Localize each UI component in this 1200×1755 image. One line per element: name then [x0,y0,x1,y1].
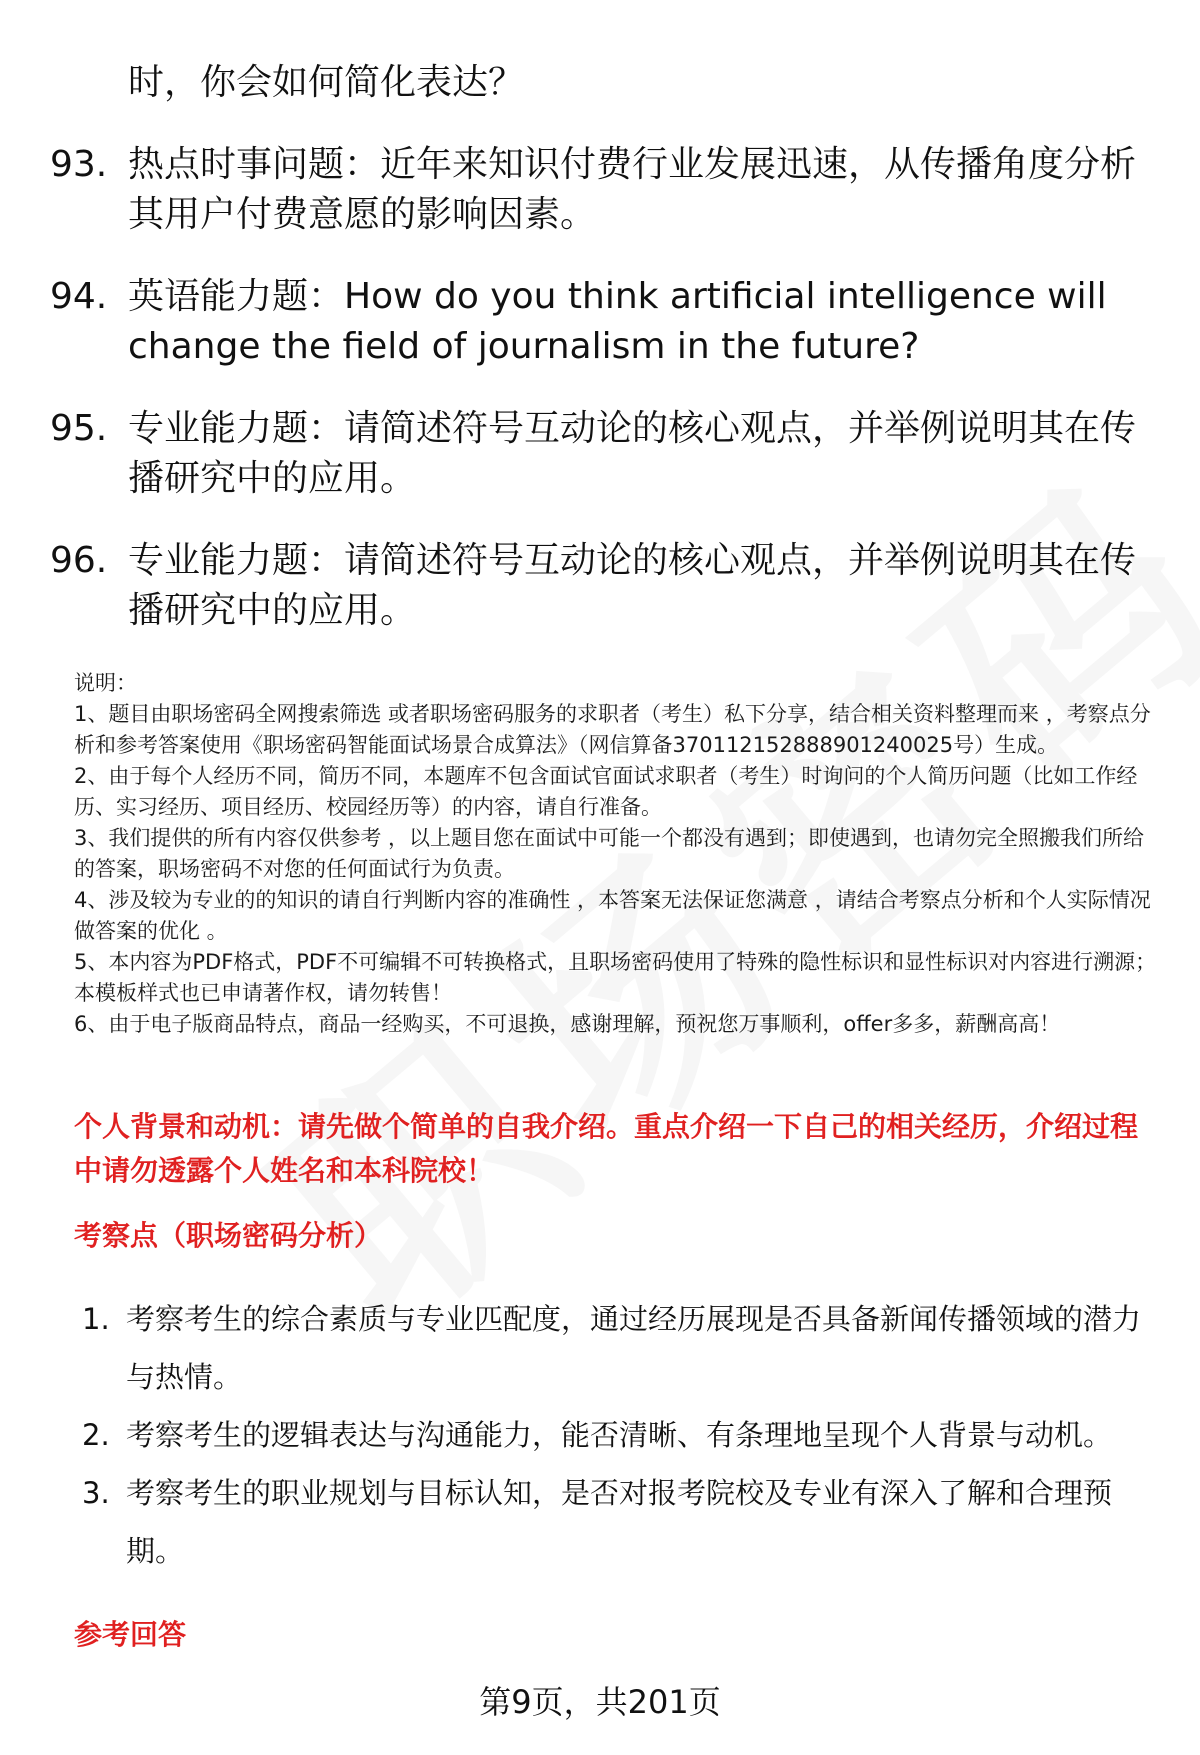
point-text: 考察考生的综合素质与专业匹配度，通过经历展现是否具备新闻传播领域的潜力与热情。 [126,1302,1142,1394]
analysis-subheading: 考察点（职场密码分析） [74,1219,383,1252]
note-item: 6、由于电子版商品特点，商品一经购买，不可退换，感谢理解，预祝您万事顺利，offer多多，薪酬高高！ [74,1012,1061,1036]
note-item: 5、本内容为PDF格式，PDF不可编辑不可转换格式，且职场密码使用了特殊的隐性标识和显性标识对内容进行溯源；本模板样式也已申请著作权，请勿转售！ [74,950,1157,1005]
analysis-point [82,1464,1152,1580]
question-number: 93. [50,144,108,185]
question-number: 94. [50,276,108,317]
question-text: 热点时事问题：近年来知识付费行业发展迅速，从传播角度分析其用户付费意愿的影响因素。 [128,144,1137,235]
point-number: 2. [82,1418,110,1452]
notes-block [74,668,1159,1040]
point-number: 3. [82,1476,110,1510]
note-item: 2、由于每个人经历不同，简历不同，本题库不包含面试官面试求职者（考生）时询问的个人简历问题（比如工作经历、实习经历、项目经历、校园经历等）的内容，请自行准备。 [74,764,1138,819]
page-number-footer: 第9页，共201页 [479,1683,721,1721]
analysis-point [82,1290,1152,1406]
question-number: 95. [50,408,108,449]
question-item [50,536,1150,636]
note-item: 1、题目由职场密码全网搜索筛选 或者职场密码服务的求职者（考生）私下分享，结合相关资料整理而来 ，考察点分析和参考答案使用《职场密码智能面试场景合成算法》（网信算备370112152888901240025号）生成。 [74,702,1151,757]
point-number: 1. [82,1302,110,1336]
question-text: 英语能力题：How do you think artificial intelligence will change the field of journalism in the future? [128,276,1107,367]
answer-heading: 参考回答 [74,1618,187,1651]
question-list [50,140,1150,668]
question-item [50,272,1150,372]
question-item [50,140,1150,240]
question-text: 专业能力题：请简述符号互动论的核心观点，并举例说明其在传播研究中的应用。 [128,408,1137,499]
question-item [50,404,1150,504]
question-continuation: 时，你会如何简化表达？ [128,62,525,103]
note-item: 4、涉及较为专业的的知识的请自行判断内容的准确性 ，本答案无法保证您满意 ，请结合考察点分析和个人实际情况做答案的优化 。 [74,888,1151,943]
question-text: 专业能力题：请简述符号互动论的核心观点，并举例说明其在传播研究中的应用。 [128,540,1137,631]
point-text: 考察考生的职业规划与目标认知，是否对报考院校及专业有深入了解和合理预期。 [126,1476,1113,1568]
analysis-point [82,1406,1152,1464]
notes-title: 说明： [74,671,137,695]
analysis-points [82,1290,1152,1580]
question-number: 96. [50,540,108,581]
section-heading: 个人背景和动机：请先做个简单的自我介绍。重点介绍一下自己的相关经历，介绍过程中请勿透露个人姓名和本科院校！ [74,1110,1139,1187]
point-text: 考察考生的逻辑表达与沟通能力，能否清晰、有条理地呈现个人背景与动机。 [126,1418,1113,1452]
note-item: 3、我们提供的所有内容仅供参考 ，以上题目您在面试中可能一个都没有遇到；即使遇到，也请勿完全照搬我们所给的答案，职场密码不对您的任何面试行为负责。 [74,826,1145,881]
